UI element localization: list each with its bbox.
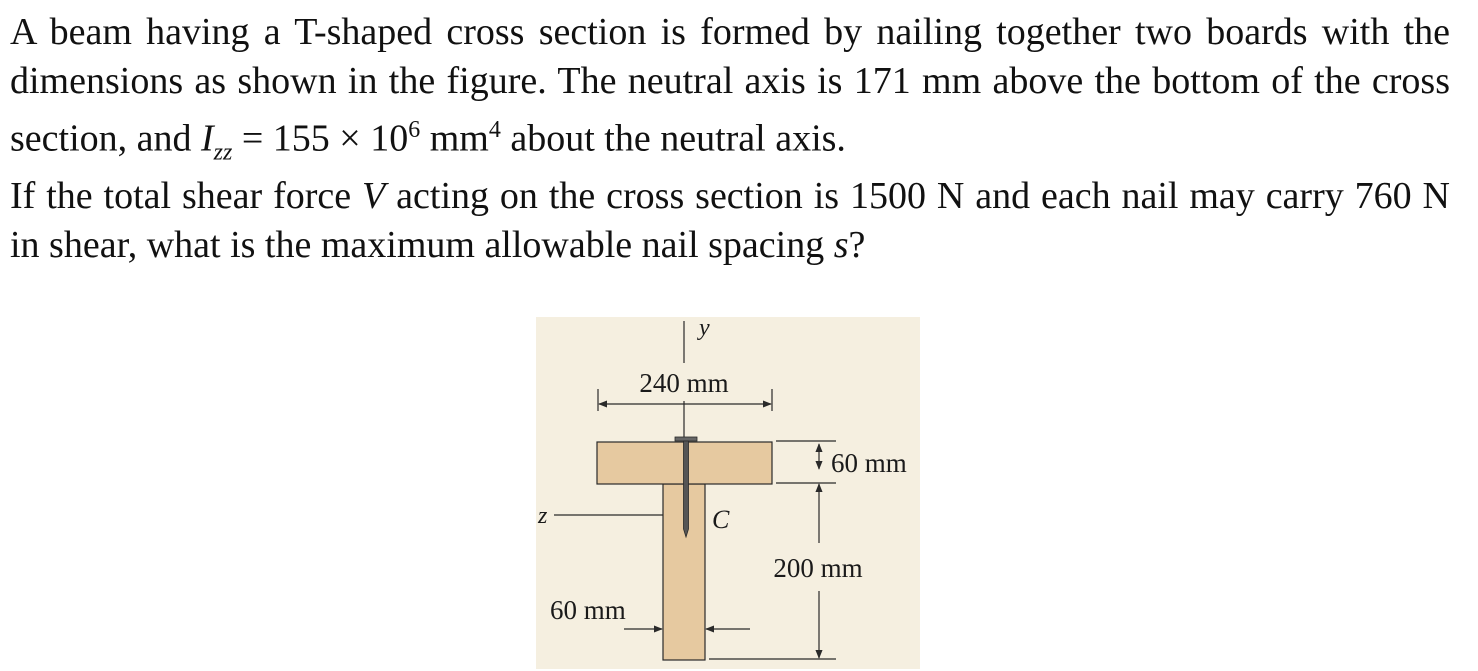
nail-shank (684, 441, 689, 537)
moment-of-inertia-symbol: I (201, 117, 214, 160)
paragraph-2-text-a: If the total shear force (10, 175, 363, 217)
web-thickness-label: 60 mm (550, 595, 626, 625)
paragraph-2-text-c: ? (848, 224, 866, 266)
paragraph-1-text-end: about the neutral axis. (500, 117, 846, 160)
problem-paragraph-1 (10, 8, 1450, 177)
inertia-exponent: 6 (408, 117, 421, 143)
flange-width-label: 240 mm (639, 368, 729, 398)
shear-force-symbol: V (362, 175, 386, 217)
nail-spacing-symbol: s (833, 224, 849, 266)
t-beam-figure (536, 317, 920, 669)
flange-thickness-label: 60 mm (831, 448, 907, 478)
t-beam-diagram (536, 317, 920, 669)
inertia-unit: mm (420, 117, 489, 160)
moment-of-inertia-subscript: zz (213, 139, 233, 166)
paragraph-2-text-b: acting on the cross section is 1500 N and each nail may carry 760 N in shear, what is the maximum allowable nail spacing (10, 175, 1450, 266)
paragraph-1-text-start: A beam having a T-shaped cross section is formed by nailing together two boards with the dimensions as shown in the figure. The neutral axis is 171 mm above the bottom of the cross section, and (10, 11, 1450, 160)
y-axis-label: y (699, 317, 710, 341)
inertia-unit-exponent: 4 (488, 117, 501, 143)
problem-paragraph-2 (10, 172, 1450, 270)
nail-head (675, 437, 697, 441)
inertia-value: = 155 × 10 (232, 117, 409, 160)
z-axis-label: z (538, 503, 548, 529)
centroid-label: C (712, 505, 730, 534)
web-height-label: 200 mm (773, 553, 863, 583)
